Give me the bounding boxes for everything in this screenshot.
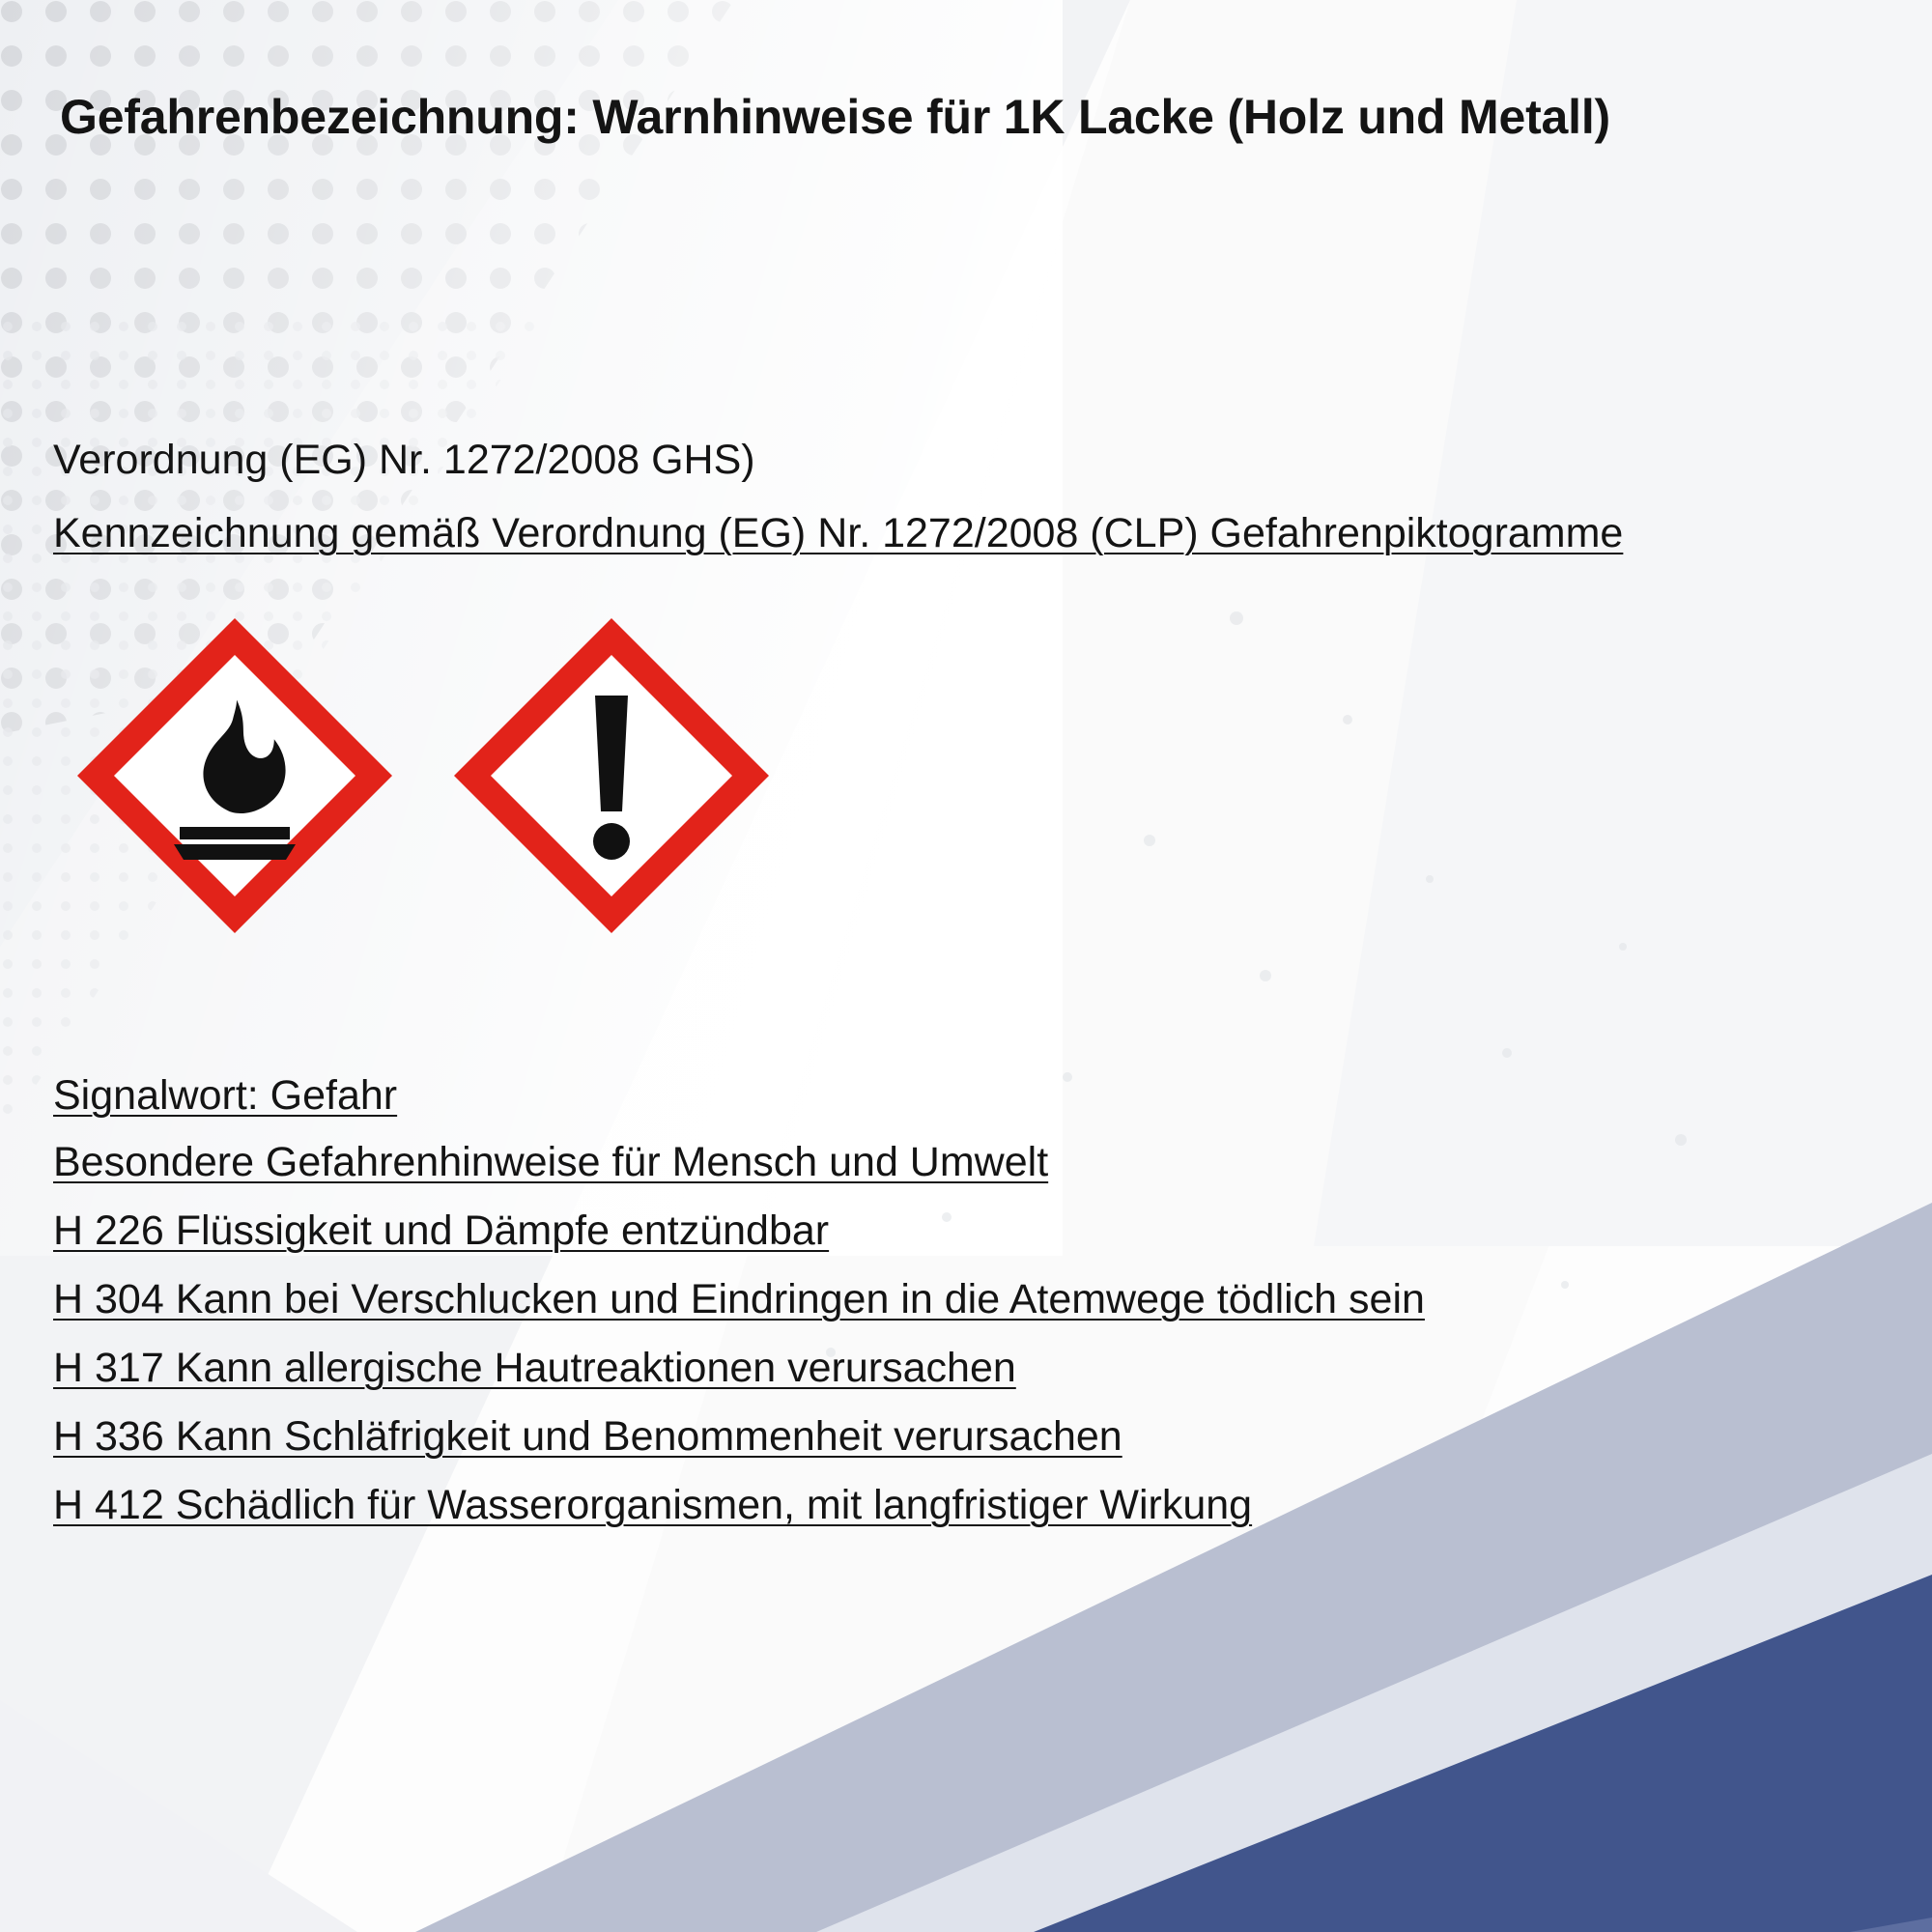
signal-word: Signalwort: Gefahr — [53, 1072, 398, 1119]
ghs-exclamation-mark-pictogram — [442, 607, 781, 945]
hazard-pictogram-group — [66, 607, 781, 945]
hazard-statement: H 226 Flüssigkeit und Dämpfe entzündbar — [53, 1208, 830, 1254]
regulation-line-1: Verordnung (EG) Nr. 1272/2008 GHS) — [53, 437, 755, 483]
hazard-statement: H 412 Schädlich für Wasserorganismen, mit langfristiger Wirkung — [53, 1482, 1253, 1528]
hazard-statement: H 304 Kann bei Verschlucken und Eindringen in die Atemwege tödlich sein — [53, 1276, 1425, 1322]
hazard-statement: H 317 Kann allergische Hautreaktionen verursachen — [53, 1345, 1016, 1391]
hazard-statement-list — [53, 1139, 1821, 1553]
hazard-intro: Besondere Gefahrenhinweise für Mensch und Umwelt — [53, 1139, 1049, 1185]
hazard-statement: H 336 Kann Schläfrigkeit und Benommenheit verursachen — [53, 1413, 1122, 1460]
regulation-line-2: Kennzeichnung gemäß Verordnung (EG) Nr. 1272/2008 (CLP) Gefahrenpiktogramme — [53, 510, 1624, 556]
ghs-flame-pictogram — [66, 607, 404, 945]
page-title: Gefahrenbezeichnung: Warnhinweise für 1K Lacke (Holz und Metall) — [60, 90, 1610, 144]
